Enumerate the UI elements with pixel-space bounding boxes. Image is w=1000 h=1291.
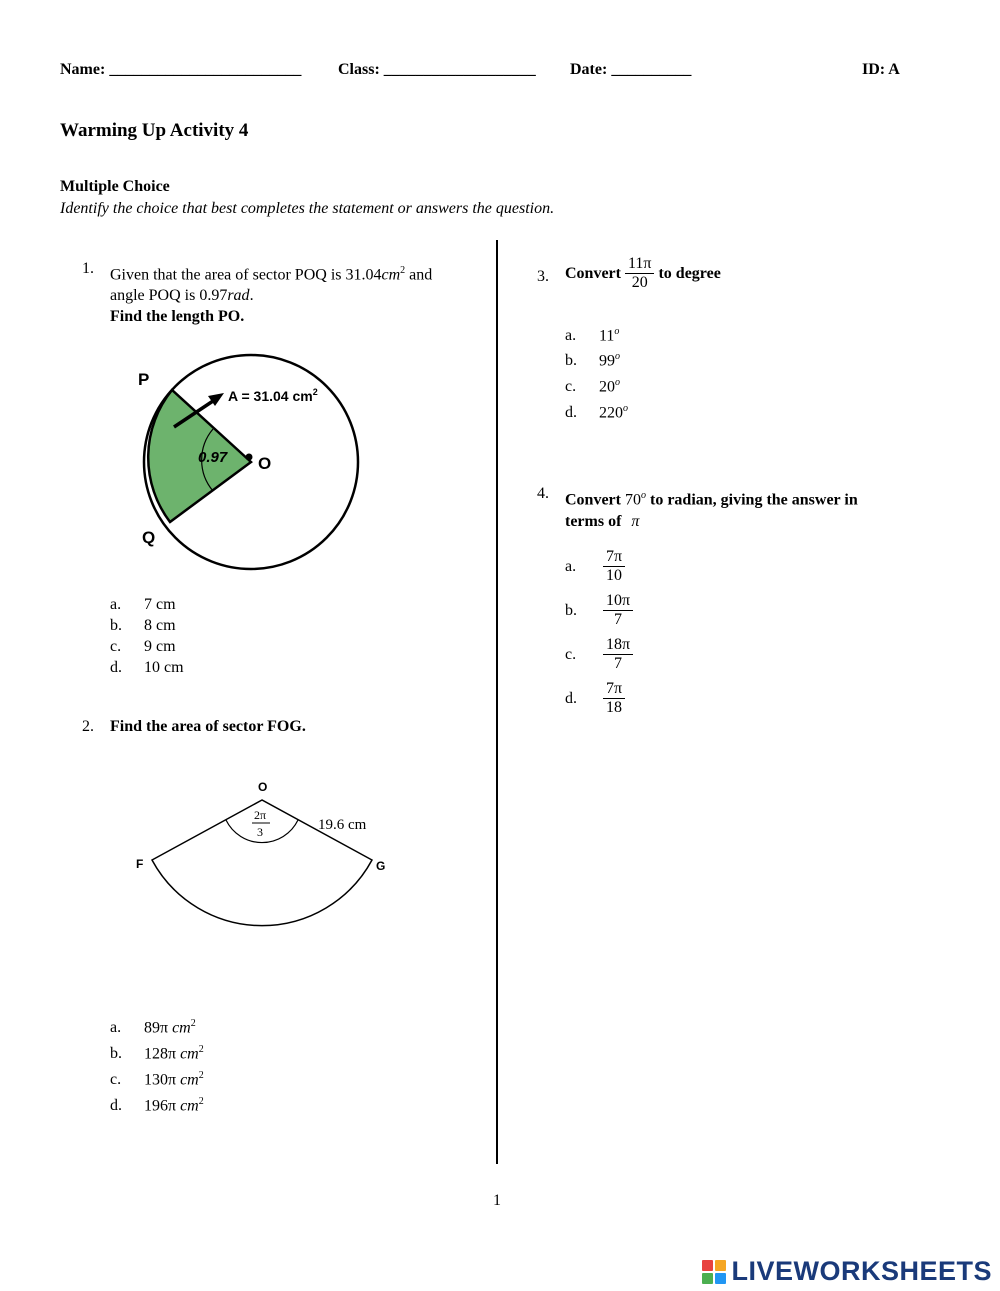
option-coef: 196π <box>144 1097 177 1115</box>
option-value: 99 <box>599 352 615 370</box>
q1-option-d[interactable] <box>110 659 184 677</box>
label-o: O <box>258 780 268 794</box>
option-unit: cm <box>180 1097 199 1115</box>
q1-option-c[interactable] <box>110 638 176 656</box>
angle-numerator: 2π <box>254 808 267 822</box>
option-sup: 2 <box>190 1018 196 1029</box>
fraction-denominator: 10 <box>606 567 623 584</box>
page-title: Warming Up Activity 4 <box>60 120 249 141</box>
option-sup: 2 <box>198 1070 204 1081</box>
name-field <box>60 61 301 79</box>
option-letter: a. <box>110 1019 122 1037</box>
area-label: A = 31.04 $cm^2$ <box>228 387 318 404</box>
q1-sup: 2 <box>400 265 406 276</box>
date-label: Date: <box>570 61 608 78</box>
option-fraction <box>603 592 633 629</box>
q3-word-before: Convert <box>565 264 621 282</box>
option-coef: 130π <box>144 1071 177 1089</box>
q3-option-d[interactable] <box>565 403 628 422</box>
degree-sup: o <box>615 351 620 362</box>
fraction-denominator: 18 <box>606 699 623 716</box>
q3-option-b[interactable] <box>565 351 620 370</box>
option-text: 7 cm <box>144 596 176 613</box>
logo-block-i <box>715 1260 726 1271</box>
option-letter: c. <box>110 1071 122 1089</box>
q2-prompt: Find the area of sector FOG. <box>110 718 306 735</box>
class-line: ___________________ <box>383 61 536 78</box>
q1-line1: Given that the area of sector POQ is 31.04 <box>110 266 382 284</box>
question-4-number: 4. <box>537 485 549 502</box>
option-letter: b. <box>565 601 577 619</box>
sector-fog-figure <box>130 770 420 940</box>
option-letter: d. <box>110 659 122 676</box>
q4-degree-sup: o <box>640 490 646 501</box>
name-line: ________________________ <box>109 61 302 78</box>
option-value: 220 <box>599 404 623 422</box>
center-dot <box>246 454 253 461</box>
name-label: Name: <box>60 61 106 78</box>
date-line: __________ <box>611 61 692 78</box>
degree-sup: o <box>615 377 620 388</box>
question-number: 1. <box>82 260 94 277</box>
section-heading: Multiple Choice <box>60 178 170 195</box>
label-g: G <box>376 859 386 873</box>
logo-block-l <box>702 1260 713 1271</box>
sector-poq-figure <box>130 345 380 575</box>
q2-option-d[interactable] <box>110 1096 204 1115</box>
option-letter: c. <box>110 638 122 655</box>
option-letter: a. <box>565 557 577 575</box>
logo-block-e <box>715 1273 726 1284</box>
section-instructions: Identify the choice that best completes the statement or answers the question. <box>60 200 555 217</box>
label-q: Q <box>142 528 156 547</box>
id-field <box>862 61 900 79</box>
label-o: O <box>258 454 272 473</box>
option-unit: cm <box>180 1045 199 1063</box>
q1-line2-end: . <box>249 287 254 305</box>
q3-word-after: to degree <box>658 264 721 282</box>
question-3-number: 3. <box>537 268 549 285</box>
q1-line1-end: and <box>409 266 433 284</box>
option-fraction <box>603 680 625 717</box>
q4-prompt <box>565 485 945 533</box>
fraction-numerator: 18π <box>603 636 633 655</box>
fraction-numerator: 7π <box>603 680 625 699</box>
question-text <box>110 260 500 327</box>
page-number: 1 <box>493 1192 501 1209</box>
option-letter: c. <box>565 645 577 663</box>
fraction-numerator: 7π <box>603 548 625 567</box>
q3-fraction <box>625 255 654 292</box>
option-sup: 2 <box>198 1044 204 1055</box>
option-coef: 89π <box>144 1019 169 1037</box>
liveworksheets-logo[interactable] <box>702 1256 992 1287</box>
radius-label: 19.6 cm <box>318 817 367 833</box>
fraction-numerator: 10π <box>603 592 633 611</box>
label-p: P <box>138 370 150 389</box>
option-value: 11 <box>599 327 615 345</box>
option-text: 9 cm <box>144 638 176 655</box>
option-letter: d. <box>565 404 577 422</box>
logo-text: LIVEWORKSHEETS <box>731 1256 992 1286</box>
q1-option-a[interactable] <box>110 596 176 614</box>
class-field <box>338 61 536 79</box>
option-text: 8 cm <box>144 617 176 634</box>
q2-option-c[interactable] <box>110 1070 204 1089</box>
option-text: 10 cm <box>144 659 184 676</box>
q1-option-b[interactable] <box>110 617 176 635</box>
q4-option-a[interactable] <box>565 548 629 585</box>
q4-option-b[interactable] <box>565 592 637 629</box>
angle-label: 0.97 <box>198 449 228 466</box>
option-letter: a. <box>110 596 122 613</box>
q4-value: 70 <box>624 491 641 509</box>
option-coef: 128π <box>144 1045 177 1063</box>
q4-option-d[interactable] <box>565 680 629 717</box>
angle-denominator: 3 <box>257 825 263 839</box>
option-letter: b. <box>110 617 122 634</box>
question-2-number: 2. <box>82 718 94 735</box>
q2-option-a[interactable] <box>110 1018 196 1037</box>
fraction-denominator: 20 <box>631 274 648 291</box>
option-letter: b. <box>110 1045 122 1063</box>
q3-option-a[interactable] <box>565 326 619 345</box>
date-field <box>570 61 691 79</box>
id-label: ID: <box>862 61 886 78</box>
option-letter: b. <box>565 352 577 370</box>
q4-word-before: Convert <box>565 491 621 509</box>
q4-line2: terms of <box>565 513 622 531</box>
q4-word-after: to radian, giving the answer in <box>649 491 858 509</box>
degree-sup: o <box>623 403 628 414</box>
option-unit: cm <box>172 1019 191 1037</box>
logo-block-v <box>702 1273 713 1284</box>
column-divider <box>496 240 498 1164</box>
q1-rad: rad <box>227 287 250 305</box>
q4-option-c[interactable] <box>565 636 637 673</box>
option-letter: c. <box>565 378 577 396</box>
label-f: F <box>136 857 144 871</box>
fraction-denominator: 7 <box>614 611 623 628</box>
option-unit: cm <box>180 1071 199 1089</box>
class-label: Class: <box>338 61 380 78</box>
option-fraction <box>603 548 625 585</box>
fraction-denominator: 7 <box>614 655 623 672</box>
option-fraction <box>603 636 633 673</box>
q1-unit: cm <box>381 266 401 284</box>
option-value: 20 <box>599 378 615 396</box>
fraction-numerator: 11π <box>625 255 654 274</box>
q1-prompt: Find the length PO. <box>110 308 245 326</box>
q1-line2: angle POQ is 0.97 <box>110 287 228 305</box>
option-sup: 2 <box>198 1096 204 1107</box>
option-letter: d. <box>565 689 577 707</box>
logo-blocks-icon <box>702 1260 726 1284</box>
option-letter: a. <box>565 327 577 345</box>
q3-option-c[interactable] <box>565 377 620 396</box>
q4-pi: π <box>631 513 640 531</box>
option-letter: d. <box>110 1097 122 1115</box>
id-value: A <box>888 61 900 78</box>
degree-sup: o <box>614 326 620 337</box>
q2-option-b[interactable] <box>110 1044 204 1063</box>
q3-prompt <box>565 255 721 292</box>
